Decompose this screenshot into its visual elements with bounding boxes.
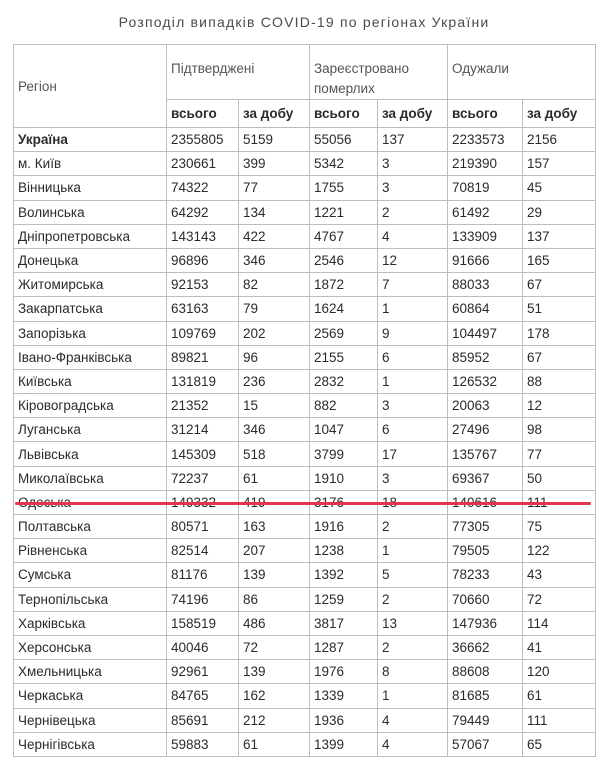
cell-confirmed-daily: 79 xyxy=(239,297,310,321)
cell-confirmed-total: 2355805 xyxy=(167,128,239,152)
cell-recovered-total: 78233 xyxy=(448,563,523,587)
cell-confirmed-total: 158519 xyxy=(167,611,239,635)
cell-deaths-daily: 3 xyxy=(378,394,448,418)
cell-recovered-total: 61492 xyxy=(448,200,523,224)
cell-recovered-daily: 65 xyxy=(523,732,596,756)
cell-region: Івано-Франківська xyxy=(14,345,167,369)
header-confirmed: Підтверджені xyxy=(167,45,310,100)
cell-deaths-total: 1624 xyxy=(310,297,378,321)
cell-recovered-total: 20063 xyxy=(448,394,523,418)
cell-deaths-daily: 3 xyxy=(378,176,448,200)
header-recovered-daily: за добу xyxy=(523,100,596,128)
table-row xyxy=(14,224,596,248)
header-confirmed-daily: за добу xyxy=(239,100,310,128)
header-recovered: Одужали xyxy=(448,45,596,100)
cell-recovered-total: 104497 xyxy=(448,321,523,345)
cell-recovered-daily: 61 xyxy=(523,684,596,708)
cell-region: Чернівецька xyxy=(14,708,167,732)
table-row xyxy=(14,732,596,756)
table-row xyxy=(14,660,596,684)
cell-confirmed-daily: 15 xyxy=(239,394,310,418)
table-row xyxy=(14,684,596,708)
cell-confirmed-total: 92961 xyxy=(167,660,239,684)
cell-region: м. Київ xyxy=(14,152,167,176)
cell-recovered-daily: 45 xyxy=(523,176,596,200)
header-recovered-total: всього xyxy=(448,100,523,128)
cell-confirmed-daily: 86 xyxy=(239,587,310,611)
cell-deaths-daily: 1 xyxy=(378,539,448,563)
cell-confirmed-total: 96896 xyxy=(167,248,239,272)
table-body xyxy=(14,128,596,757)
header-deaths: Зареєстровано померлих xyxy=(310,45,448,100)
cell-deaths-total: 1287 xyxy=(310,635,378,659)
cell-recovered-daily: 98 xyxy=(523,418,596,442)
table-row xyxy=(14,708,596,732)
cell-recovered-total: 57067 xyxy=(448,732,523,756)
cell-recovered-total: 27496 xyxy=(448,418,523,442)
cell-recovered-total: 135767 xyxy=(448,442,523,466)
table-row xyxy=(14,128,596,152)
cell-confirmed-daily: 139 xyxy=(239,563,310,587)
cell-confirmed-daily: 61 xyxy=(239,466,310,490)
cell-recovered-total: 133909 xyxy=(448,224,523,248)
cell-confirmed-daily: 96 xyxy=(239,345,310,369)
cell-deaths-daily: 6 xyxy=(378,418,448,442)
cell-recovered-daily: 120 xyxy=(523,660,596,684)
cell-confirmed-total: 145309 xyxy=(167,442,239,466)
cell-deaths-daily: 8 xyxy=(378,660,448,684)
cell-recovered-total: 81685 xyxy=(448,684,523,708)
cell-recovered-total: 2233573 xyxy=(448,128,523,152)
table-row xyxy=(14,515,596,539)
cell-confirmed-total: 131819 xyxy=(167,369,239,393)
cell-recovered-total: 88033 xyxy=(448,273,523,297)
cell-deaths-total: 1221 xyxy=(310,200,378,224)
cell-confirmed-daily: 486 xyxy=(239,611,310,635)
cell-recovered-total: 79505 xyxy=(448,539,523,563)
cell-region: Україна xyxy=(14,128,167,152)
cell-confirmed-total: 63163 xyxy=(167,297,239,321)
cell-deaths-daily: 4 xyxy=(378,732,448,756)
cell-recovered-daily: 67 xyxy=(523,273,596,297)
cell-confirmed-total: 81176 xyxy=(167,563,239,587)
cell-confirmed-daily: 399 xyxy=(239,152,310,176)
cell-deaths-total: 1755 xyxy=(310,176,378,200)
cell-deaths-total: 3817 xyxy=(310,611,378,635)
cell-deaths-daily: 3 xyxy=(378,466,448,490)
cell-recovered-daily: 77 xyxy=(523,442,596,466)
cell-deaths-daily: 6 xyxy=(378,345,448,369)
cell-confirmed-daily: 202 xyxy=(239,321,310,345)
cell-region: Донецька xyxy=(14,248,167,272)
cell-deaths-daily: 137 xyxy=(378,128,448,152)
cell-deaths-total: 1936 xyxy=(310,708,378,732)
cell-deaths-total: 2546 xyxy=(310,248,378,272)
cell-recovered-daily: 137 xyxy=(523,224,596,248)
highlight-underline xyxy=(15,502,591,505)
cell-confirmed-total: 85691 xyxy=(167,708,239,732)
cell-recovered-daily: 41 xyxy=(523,635,596,659)
cell-deaths-daily: 12 xyxy=(378,248,448,272)
cell-region: Дніпропетровська xyxy=(14,224,167,248)
cell-recovered-daily: 165 xyxy=(523,248,596,272)
cell-deaths-total: 4767 xyxy=(310,224,378,248)
cell-confirmed-daily: 61 xyxy=(239,732,310,756)
cell-confirmed-total: 92153 xyxy=(167,273,239,297)
table-row xyxy=(14,635,596,659)
cell-recovered-daily: 157 xyxy=(523,152,596,176)
cell-recovered-daily: 2156 xyxy=(523,128,596,152)
cell-recovered-daily: 111 xyxy=(523,708,596,732)
cell-recovered-total: 88608 xyxy=(448,660,523,684)
cell-confirmed-total: 84765 xyxy=(167,684,239,708)
cell-region: Кіровоградська xyxy=(14,394,167,418)
cell-confirmed-daily: 163 xyxy=(239,515,310,539)
cell-region: Харківська xyxy=(14,611,167,635)
cell-recovered-total: 60864 xyxy=(448,297,523,321)
cell-deaths-daily: 3 xyxy=(378,152,448,176)
cell-confirmed-total: 89821 xyxy=(167,345,239,369)
cell-recovered-daily: 75 xyxy=(523,515,596,539)
table-row xyxy=(14,369,596,393)
cell-deaths-total: 1910 xyxy=(310,466,378,490)
table-row xyxy=(14,466,596,490)
cell-recovered-daily: 114 xyxy=(523,611,596,635)
cell-recovered-total: 36662 xyxy=(448,635,523,659)
cell-recovered-total: 69367 xyxy=(448,466,523,490)
cell-confirmed-daily: 207 xyxy=(239,539,310,563)
table-row xyxy=(14,297,596,321)
cell-recovered-total: 70819 xyxy=(448,176,523,200)
cell-confirmed-daily: 72 xyxy=(239,635,310,659)
cell-deaths-daily: 9 xyxy=(378,321,448,345)
cell-recovered-daily: 51 xyxy=(523,297,596,321)
table-row xyxy=(14,345,596,369)
cell-deaths-total: 1259 xyxy=(310,587,378,611)
cell-region: Хмельницька xyxy=(14,660,167,684)
table-row xyxy=(14,200,596,224)
cell-deaths-daily: 1 xyxy=(378,369,448,393)
cell-recovered-daily: 12 xyxy=(523,394,596,418)
cell-confirmed-daily: 139 xyxy=(239,660,310,684)
cell-confirmed-total: 80571 xyxy=(167,515,239,539)
table-row xyxy=(14,611,596,635)
table-row xyxy=(14,176,596,200)
cell-deaths-total: 1976 xyxy=(310,660,378,684)
cell-region: Київська xyxy=(14,369,167,393)
cell-recovered-daily: 178 xyxy=(523,321,596,345)
cell-confirmed-daily: 212 xyxy=(239,708,310,732)
cell-recovered-total: 147936 xyxy=(448,611,523,635)
table-row xyxy=(14,418,596,442)
cell-deaths-total: 2832 xyxy=(310,369,378,393)
cell-deaths-total: 882 xyxy=(310,394,378,418)
cell-confirmed-daily: 162 xyxy=(239,684,310,708)
cell-confirmed-total: 59883 xyxy=(167,732,239,756)
cell-region: Херсонська xyxy=(14,635,167,659)
cell-recovered-total: 85952 xyxy=(448,345,523,369)
cell-region: Львівська xyxy=(14,442,167,466)
cell-region: Полтавська xyxy=(14,515,167,539)
cell-deaths-total: 2155 xyxy=(310,345,378,369)
table-row xyxy=(14,587,596,611)
cell-recovered-total: 79449 xyxy=(448,708,523,732)
header-region: Регіон xyxy=(14,45,167,128)
table-row xyxy=(14,442,596,466)
cell-region: Тернопільська xyxy=(14,587,167,611)
cell-deaths-total: 1047 xyxy=(310,418,378,442)
cell-confirmed-daily: 82 xyxy=(239,273,310,297)
cell-confirmed-daily: 77 xyxy=(239,176,310,200)
cell-confirmed-total: 40046 xyxy=(167,635,239,659)
cell-region: Вінницька xyxy=(14,176,167,200)
cell-confirmed-daily: 346 xyxy=(239,418,310,442)
cell-recovered-daily: 88 xyxy=(523,369,596,393)
covid-regions-table xyxy=(13,44,596,757)
cell-confirmed-total: 64292 xyxy=(167,200,239,224)
cell-region: Рівненська xyxy=(14,539,167,563)
cell-deaths-daily: 1 xyxy=(378,684,448,708)
cell-deaths-daily: 17 xyxy=(378,442,448,466)
header-deaths-total: всього xyxy=(310,100,378,128)
table-row xyxy=(14,248,596,272)
cell-recovered-daily: 122 xyxy=(523,539,596,563)
cell-deaths-daily: 4 xyxy=(378,224,448,248)
table-row xyxy=(14,394,596,418)
cell-deaths-total: 5342 xyxy=(310,152,378,176)
cell-confirmed-total: 143143 xyxy=(167,224,239,248)
cell-deaths-total: 1872 xyxy=(310,273,378,297)
cell-deaths-total: 1392 xyxy=(310,563,378,587)
cell-recovered-daily: 50 xyxy=(523,466,596,490)
cell-confirmed-total: 74196 xyxy=(167,587,239,611)
cell-region: Запорізька xyxy=(14,321,167,345)
cell-recovered-total: 126532 xyxy=(448,369,523,393)
cell-recovered-total: 77305 xyxy=(448,515,523,539)
cell-confirmed-daily: 346 xyxy=(239,248,310,272)
cell-deaths-total: 1339 xyxy=(310,684,378,708)
cell-region: Закарпатська xyxy=(14,297,167,321)
cell-deaths-total: 2569 xyxy=(310,321,378,345)
header-confirmed-total: всього xyxy=(167,100,239,128)
cell-confirmed-daily: 5159 xyxy=(239,128,310,152)
cell-deaths-total: 3799 xyxy=(310,442,378,466)
cell-recovered-total: 91666 xyxy=(448,248,523,272)
cell-confirmed-daily: 422 xyxy=(239,224,310,248)
cell-confirmed-daily: 518 xyxy=(239,442,310,466)
cell-confirmed-total: 74322 xyxy=(167,176,239,200)
cell-deaths-total: 1399 xyxy=(310,732,378,756)
cell-confirmed-total: 21352 xyxy=(167,394,239,418)
cell-recovered-daily: 29 xyxy=(523,200,596,224)
cell-deaths-daily: 1 xyxy=(378,297,448,321)
cell-region: Чернігівська xyxy=(14,732,167,756)
cell-recovered-daily: 67 xyxy=(523,345,596,369)
cell-recovered-daily: 72 xyxy=(523,587,596,611)
page-title: Розподіл випадків COVID-19 по регіонах України xyxy=(118,14,490,30)
cell-deaths-total: 1238 xyxy=(310,539,378,563)
cell-deaths-daily: 2 xyxy=(378,515,448,539)
header-deaths-daily: за добу xyxy=(378,100,448,128)
cell-confirmed-daily: 236 xyxy=(239,369,310,393)
cell-region: Волинська xyxy=(14,200,167,224)
table-row xyxy=(14,539,596,563)
cell-deaths-daily: 13 xyxy=(378,611,448,635)
cell-deaths-total: 55056 xyxy=(310,128,378,152)
cell-confirmed-daily: 134 xyxy=(239,200,310,224)
cell-region: Миколаївська xyxy=(14,466,167,490)
cell-deaths-daily: 5 xyxy=(378,563,448,587)
cell-confirmed-total: 109769 xyxy=(167,321,239,345)
cell-region: Житомирська xyxy=(14,273,167,297)
cell-confirmed-total: 72237 xyxy=(167,466,239,490)
cell-confirmed-total: 31214 xyxy=(167,418,239,442)
cell-deaths-daily: 2 xyxy=(378,587,448,611)
cell-confirmed-total: 230661 xyxy=(167,152,239,176)
cell-recovered-daily: 43 xyxy=(523,563,596,587)
table-row xyxy=(14,152,596,176)
cell-deaths-daily: 4 xyxy=(378,708,448,732)
cell-deaths-total: 1916 xyxy=(310,515,378,539)
cell-deaths-daily: 2 xyxy=(378,635,448,659)
header-row-groups xyxy=(14,45,596,100)
table-row xyxy=(14,321,596,345)
table-row xyxy=(14,273,596,297)
cell-deaths-daily: 7 xyxy=(378,273,448,297)
table-row xyxy=(14,563,596,587)
cell-region: Сумська xyxy=(14,563,167,587)
cell-deaths-daily: 2 xyxy=(378,200,448,224)
cell-recovered-total: 219390 xyxy=(448,152,523,176)
cell-region: Черкаська xyxy=(14,684,167,708)
cell-recovered-total: 70660 xyxy=(448,587,523,611)
cell-confirmed-total: 82514 xyxy=(167,539,239,563)
cell-region: Луганська xyxy=(14,418,167,442)
